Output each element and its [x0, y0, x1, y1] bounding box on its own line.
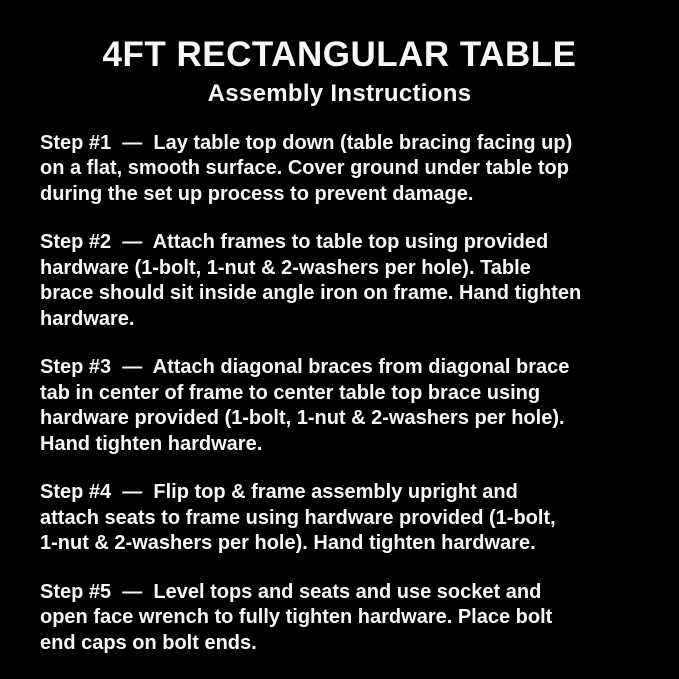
step-5-line-2: open face wrench to fully tighten hardware. Place bolt	[40, 606, 553, 629]
page-subtitle: Assembly Instructions	[207, 79, 472, 107]
step-5-line-1: Step #5 — Level tops and seats and use socket and	[40, 580, 542, 603]
step-4-line-2: attach seats to frame using hardware provided (1-bolt,	[40, 506, 556, 529]
step-1-line-3: during the set up process to prevent damage.	[40, 182, 474, 205]
step-2-line-1: Step #2 — Attach frames to table top using provided	[40, 231, 549, 254]
step-3-line-1: Step #3 — Attach diagonal braces from diagonal brace	[40, 356, 570, 379]
step-1	[40, 131, 649, 208]
step-3-line-4: Hand tighten hardware.	[40, 432, 263, 455]
step-3-line-2: tab in center of frame to center table top brace using	[40, 381, 541, 404]
step-4-line-3: 1-nut & 2-washers per hole). Hand tighten hardware.	[40, 532, 536, 555]
step-2	[40, 230, 649, 332]
step-3-line-3: hardware provided (1-bolt, 1-nut & 2-washers per hole).	[40, 407, 565, 430]
page-title: 4FT RECTANGULAR TABLE	[102, 35, 577, 74]
step-2-line-2: hardware (1-bolt, 1-nut & 2-washers per hole). Table	[40, 256, 531, 279]
sheet-header	[0, 0, 679, 107]
steps-list	[0, 107, 679, 657]
step-1-line-1: Step #1 — Lay table top down (table bracing facing up)	[40, 131, 573, 154]
step-3	[40, 355, 649, 457]
step-4-line-1: Step #4 — Flip top & frame assembly upright and	[40, 481, 518, 504]
step-4	[40, 480, 649, 557]
step-5	[40, 580, 649, 657]
step-2-line-3: brace should sit inside angle iron on frame. Hand tighten	[40, 282, 582, 305]
step-1-line-2: on a flat, smooth surface. Cover ground under table top	[40, 157, 569, 180]
step-2-line-4: hardware.	[40, 307, 135, 330]
step-5-line-3: end caps on bolt ends.	[40, 631, 257, 654]
